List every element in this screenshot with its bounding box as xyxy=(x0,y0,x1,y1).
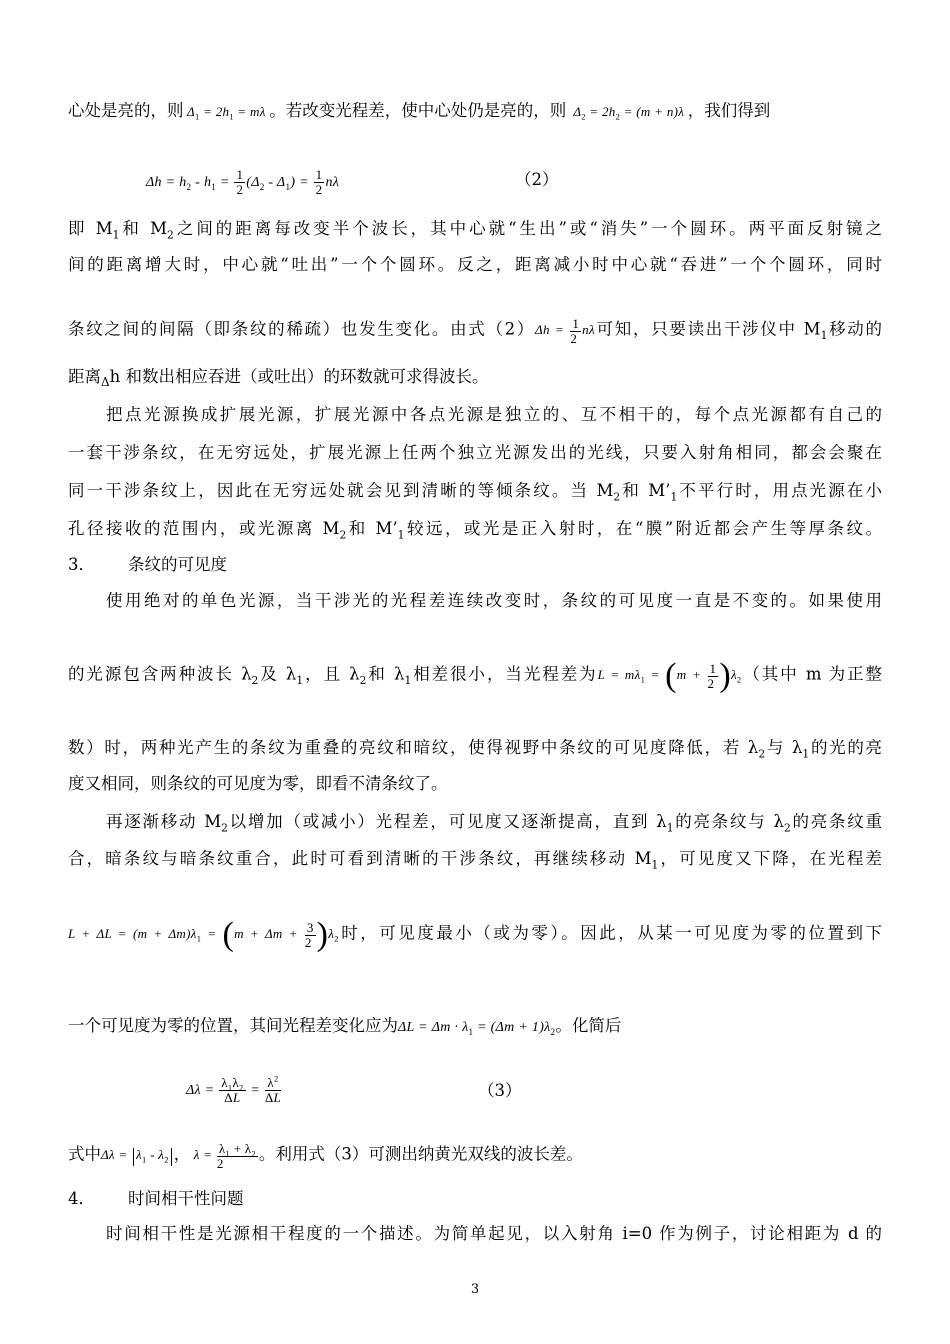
text-line: 使用绝对的单色光源，当干涉光的光程差连续改变时，条纹的可见度一直是不变的。如果使用 xyxy=(106,591,882,610)
text-line: 间的距离增大时，中心就“吐出”一个个圆环。反之，距离减小时中心就“吞进”一个个圆环，同时 xyxy=(68,255,882,274)
inline-formula-lambda-mean: λ = $\frac{\lambda_1 + \lambda_2}{2}$ xyxy=(190,1141,256,1171)
section-heading-3: 3． 条纹的可见度 xyxy=(68,555,227,574)
inline-formula-delta-h: Δh = $\frac{1}{2}$ nλ xyxy=(535,316,595,346)
text-line: 式中$\Delta\lambda = \lambda_1 - \lambda_2$ ， λ = $\frac{\lambda_1 + \lambda_2}{2}$ 。利用式（3）可测出纳黄光双线的波长差。 xyxy=(68,1141,583,1171)
text-line: 孔径接收的范围内，或光源离 $M_2$和 $M’_1$较远，或光是正入射时，在“膜”附近都会产生等厚条纹。 xyxy=(68,519,883,542)
text-line: 的光源包含两种波长 $\lambda_2$及 $\lambda_1$，且 $\lambda_2$和 $\lambda_1$相差很小，当光程差为$L = m\lambda_1 = (m$ + $\frac{1}{2}$ )$\lambda_2$（其中 m 为正整 xyxy=(68,657,883,695)
inline-formula-delta-lambda: $\Delta\lambda = \lambda_1 - \lambda_2$ xyxy=(101,1147,174,1162)
equation-number-2: （2） xyxy=(515,170,559,189)
equation-3: Δλ = $\frac{\lambda_1\lambda_2}{\Delta L}$ = $\frac{\lambda^2}{\Delta L}$ xyxy=(186,1073,282,1105)
text-line: 时间相干性是光源相干程度的一个描述。为简单起见，以入射角 i=0 作为例子，讨论相距为 d 的 xyxy=(106,1224,882,1243)
page-number: 3 xyxy=(470,1282,480,1297)
text-line: 合，暗条纹与暗条纹重合，此时可看到清晰的干涉条纹，再继续移动 $M_1$，可见度又下降，在光程差 xyxy=(68,849,883,872)
inline-formula-delta-L: $\Delta L = \Delta m \cdot \lambda_1 = (\Delta m + 1)\lambda_2$ xyxy=(398,1020,556,1037)
section-heading-4: 4． 时间相干性问题 xyxy=(68,1189,244,1208)
text-line: 度又相同，则条纹的可见度为零，即看不清条纹了。 xyxy=(68,774,448,793)
text-line: 即 $M_1$和 $M_2$之间的距离每改变半个波长，其中心就“生出”或“消失”一个圆环。两平面反射镜之 xyxy=(68,219,882,242)
text-line: 心处是亮的，则 $\Delta_1 = 2h_1 = m\lambda$ 。若改变光程差，使中心处仍是亮的，则 $\Delta_2 = 2h_2 = (m + n)\lambda$ ，我们得到 xyxy=(68,101,771,122)
text-line: 条纹之间的间隔（即条纹的稀疏）也发生变化。由式（2）Δh = $\frac{1}{2}$ nλ可知，只要读出干涉仪中 $M_1$移动的 xyxy=(68,316,883,346)
equation-2: $\Delta h = h_2 - h_1$ = $\frac{1}{2}$ $(\Delta_2 - \Delta_1)$ = $\frac{1}{2}$ nλ xyxy=(146,167,340,197)
inline-formula-path-difference: $L = m\lambda_1 = (m$ + $\frac{1}{2}$ )$\lambda_2$ xyxy=(597,657,742,695)
text-line: 一套干涉条纹，在无穷远处，扩展光源上任两个独立光源发出的光线，只要入射角相同，都会会聚在 xyxy=(68,443,882,462)
text-line: $L + \Delta L = (m + \Delta m)\lambda_1 = (m + \Delta m$ + $\frac{3}{2}$ )$\lambda_2$时，可见度最小（或为零）。因此，从某一可见度为零的位置到下 xyxy=(68,916,882,954)
text-line: 距离$_\Delta$h 和数出相应吞进（或吐出）的环数就可求得波长。 xyxy=(68,367,489,389)
inline-formula-delta1: $\Delta_1 = 2h_1 = m\lambda$ xyxy=(183,104,270,122)
text-line: 同一干涉条纹上，因此在无穷远处就会见到清晰的等倾条纹。当 $M_2$和 $M’_1$不平行时，用点光源在小 xyxy=(68,481,883,504)
equation-number-3: （3） xyxy=(478,1081,522,1100)
text-line: 再逐渐移动 $M_2$以增加（或减小）光程差，可见度又逐渐提高，直到 $\lambda_1$的亮条纹与 $\lambda_2$的亮条纹重 xyxy=(106,812,883,835)
inline-formula-path-difference-change: $L + \Delta L = (m + \Delta m)\lambda_1 = (m + \Delta m$ + $\frac{3}{2}$ )$\lambda_2$ xyxy=(68,916,339,954)
text-line: 一个可见度为零的位置，其间光程差变化应为$\Delta L = \Delta m \cdot \lambda_1 = (\Delta m + 1)\lambda_2$。化简后 xyxy=(68,1016,622,1037)
text-line: 数）时，两种光产生的条纹为重叠的亮纹和暗纹，使得视野中条纹的可见度降低，若 $\lambda_2$与 $\lambda_1$的光的亮 xyxy=(68,738,882,761)
inline-formula-delta2: $\Delta_2 = 2h_2 = (m + n)\lambda$ xyxy=(566,104,688,122)
text-line: 把点光源换成扩展光源，扩展光源中各点光源是独立的、互不相干的，每个点光源都有自己的 xyxy=(106,405,882,424)
